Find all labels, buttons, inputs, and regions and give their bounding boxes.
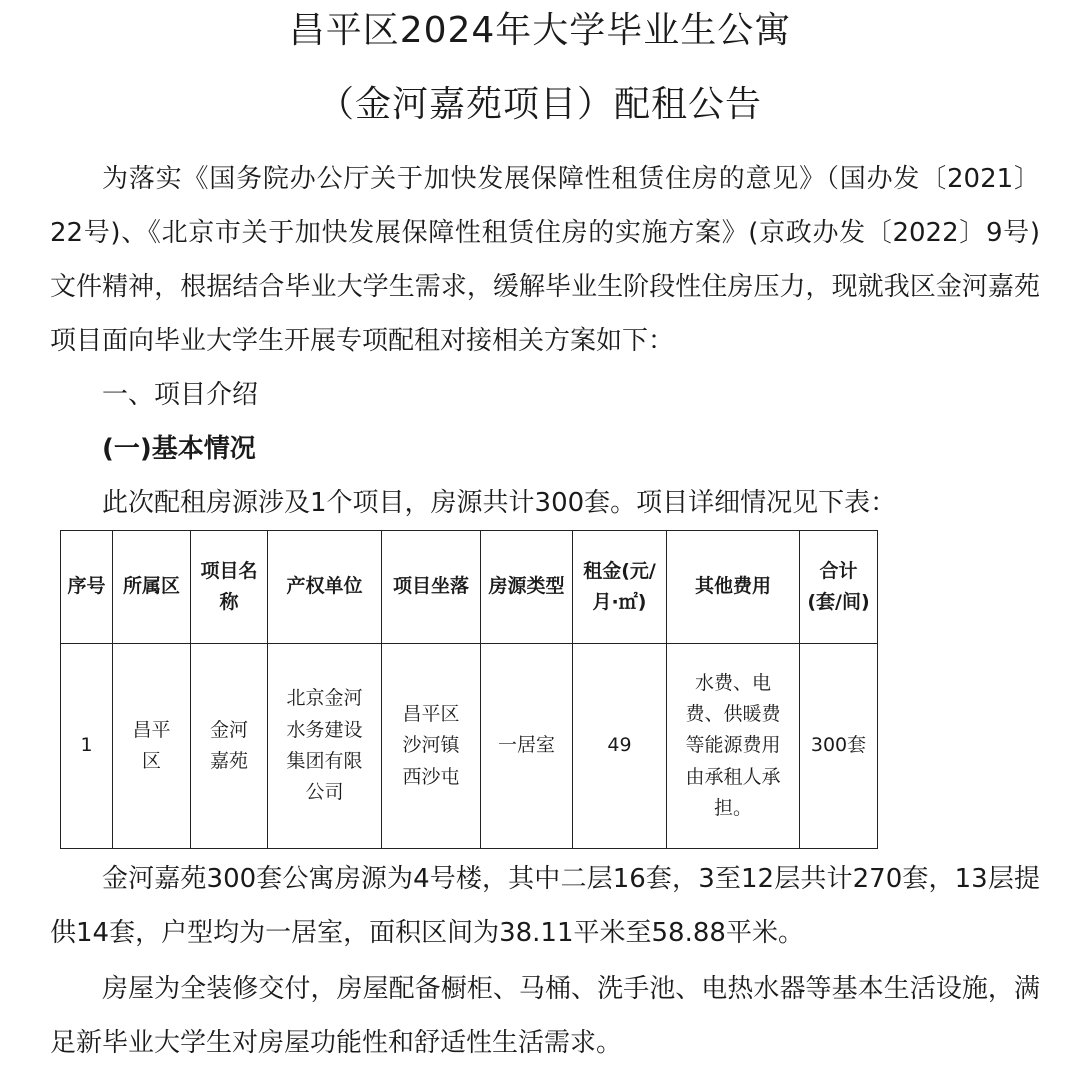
- header-housing-type: 房源类型: [481, 531, 573, 644]
- header-serial: 序号: [61, 531, 113, 644]
- header-total: 合计(套/间): [800, 531, 878, 644]
- header-owner: 产权单位: [268, 531, 382, 644]
- cell-owner: 北京金河水务建设集团有限公司: [268, 644, 382, 849]
- cell-rent: 49: [573, 644, 667, 849]
- table-header-row: [61, 531, 878, 644]
- header-other-fees: 其他费用: [667, 531, 800, 644]
- header-location: 项目坐落: [382, 531, 481, 644]
- cell-other-fees: 水费、电费、供暖费等能源费用由承租人承担。: [667, 644, 800, 849]
- paragraph-units: 金河嘉苑300套公寓房源为4号楼，其中二层16套，3至12层共计270套，13层提供14套，户型均为一居室，面积区间为38.11平米至58.88平米。: [50, 864, 1040, 948]
- section-heading: 一、项目介绍: [102, 380, 259, 410]
- cell-serial: 1: [61, 644, 113, 849]
- project-table: [60, 530, 878, 849]
- cell-total: 300套: [800, 644, 878, 849]
- table-row: [61, 644, 878, 849]
- cell-housing-type: 一居室: [481, 644, 573, 849]
- intro-paragraph: 为落实《国务院办公厅关于加快发展保障性租赁住房的意见》（国办发〔2021〕22号)、《北京市关于加快发展保障性租赁住房的实施方案》(京政办发〔2022〕9号)文件精神，根据结合毕业大学生需求，缓解毕业生阶段性住房压力，现就我区金河嘉苑项目面向毕业大学生开展专项配租对接相关方案如下：: [50, 164, 1040, 356]
- header-district: 所属区: [113, 531, 191, 644]
- subsection-heading: (一)基本情况: [102, 434, 256, 464]
- paragraph-facilities: 房屋为全装修交付，房屋配备橱柜、马桶、洗手池、电热水器等基本生活设施，满足新毕业大学生对房屋功能性和舒适性生活需求。: [50, 974, 1040, 1058]
- cell-district: 昌平区: [113, 644, 191, 849]
- table-intro: 此次配租房源涉及1个项目，房源共计300套。项目详细情况见下表：: [102, 488, 897, 518]
- cell-project-name: 金河嘉苑: [191, 644, 268, 849]
- document-title-line-1: 昌平区2024年大学毕业生公寓: [288, 10, 792, 51]
- header-rent: 租金(元/月·㎡): [573, 531, 667, 644]
- document-title-line-2: （金河嘉苑项目）配租公告: [317, 84, 762, 125]
- cell-location: 昌平区沙河镇西沙屯: [382, 644, 481, 849]
- header-project-name: 项目名称: [191, 531, 268, 644]
